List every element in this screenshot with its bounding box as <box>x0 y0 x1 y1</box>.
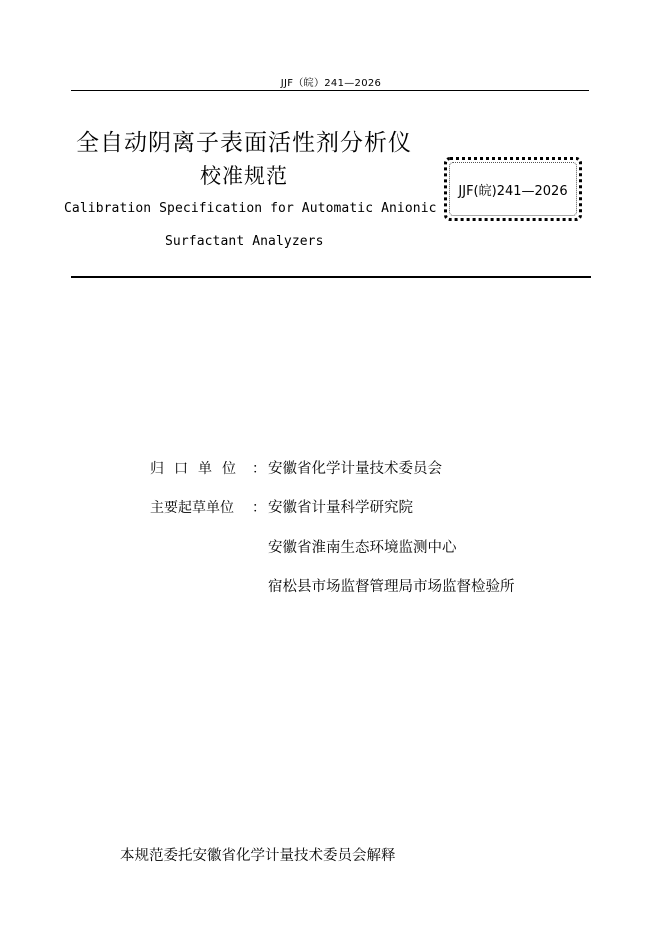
interpretation-note: 本规范委托安徽省化学计量技术委员会解释 <box>120 848 396 864</box>
responsible-unit-colon: ： <box>252 461 266 477</box>
header-standard-code: JJF（皖）241—2026 <box>280 78 382 89</box>
title-chinese-line2: 校准规范 <box>200 164 288 188</box>
standard-code-box-text: JJF(皖)241—2026 <box>458 184 568 199</box>
responsible-unit-label: 归口单位 <box>150 461 246 477</box>
title-rule <box>71 276 591 278</box>
header-rule <box>71 90 589 91</box>
responsible-unit-value: 安徽省化学计量技术委员会 <box>268 461 442 477</box>
drafting-units-colon: ： <box>252 500 266 516</box>
title-chinese: 全自动阴离子表面活性剂分析仪 <box>76 130 412 156</box>
title-english-line2: Surfactant Analyzers <box>165 234 324 249</box>
drafting-unit-2: 安徽省淮南生态环境监测中心 <box>268 540 457 556</box>
drafting-unit-1: 安徽省计量科学研究院 <box>268 500 413 516</box>
drafting-unit-3: 宿松县市场监督管理局市场监督检验所 <box>268 579 515 595</box>
title-english-line1: Calibration Specification for Automatic Anionic <box>64 201 437 216</box>
standard-code-box <box>444 157 582 221</box>
drafting-units-label: 主要起草单位 <box>150 500 234 516</box>
